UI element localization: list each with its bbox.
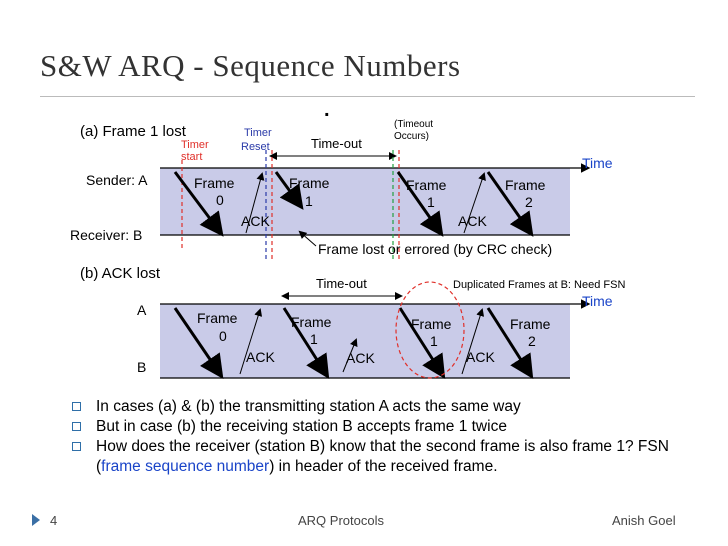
bullet-square-icon (72, 422, 81, 431)
sender-label: Sender: A (86, 172, 148, 188)
frame2-num-a: 2 (525, 194, 533, 210)
frame1-retx-label-b: Frame (411, 316, 452, 332)
frame2-label-a: Frame (505, 177, 546, 193)
ack1-label-b: ACK (466, 349, 495, 365)
frame2-num-b: 2 (528, 333, 536, 349)
timeout-label-b: Time-out (316, 276, 367, 291)
footer-title: ARQ Protocols (298, 513, 384, 528)
bullet-list (72, 397, 672, 477)
ack0-label-b: ACK (246, 349, 275, 365)
lost-note: Frame lost or errored (by CRC check) (318, 241, 553, 257)
frame1-label-b: Frame (291, 314, 332, 330)
frame1-num-b: 1 (310, 331, 318, 347)
frame1-label-a: Frame (289, 175, 330, 191)
bullet-square-icon (72, 442, 81, 451)
ack-lost-label-b: ACK (346, 350, 375, 366)
timer-start-line1: Timer (181, 139, 209, 151)
time-label-a: Time (582, 155, 613, 171)
label-a: (a) Frame 1 lost (80, 123, 186, 140)
bullet-item-1 (72, 397, 672, 417)
frame0-num-b: 0 (219, 328, 227, 344)
bullet-item-2 (72, 417, 672, 437)
frame1-retx-num-b: 1 (430, 333, 438, 349)
frame1-retx-num-a: 1 (427, 194, 435, 210)
bullet-text-3-highlight: frame sequence number (101, 458, 270, 475)
bullet-text-3-pre: How does the receiver (station B) know that the second frame is also frame 1? FSN ( (96, 438, 669, 475)
time-label-b: Time (582, 293, 613, 309)
page-title: S&W ARQ - Sequence Numbers (40, 48, 461, 83)
bullet-square-icon (72, 402, 81, 411)
bullet-item-3 (72, 437, 672, 477)
timer-reset-line1: Timer (244, 127, 272, 139)
timer-reset-line2: Reset (241, 141, 270, 153)
frame1-num-a: 1 (305, 193, 313, 209)
ack0-label-a: ACK (241, 213, 270, 229)
ack1-label-a: ACK (458, 213, 487, 229)
frame2-label-b: Frame (510, 316, 551, 332)
slide-number: 4 (50, 513, 58, 528)
frame0-label-a: Frame (194, 175, 235, 191)
timer-start-line2: start (181, 151, 203, 163)
bullet-text-2: But in case (b) the receiving station B accepts frame 1 twice (96, 418, 507, 435)
a-label-b: A (137, 302, 147, 318)
footer-author: Anish Goel (612, 513, 676, 528)
receiver-label: Receiver: B (70, 227, 143, 243)
frame0-num-a: 0 (216, 192, 224, 208)
bullet-text-3-post: ) in header of the received frame. (269, 458, 498, 475)
frame0-label-b: Frame (197, 310, 238, 326)
b-label-b: B (137, 359, 147, 375)
bullet-text-1: In cases (a) & (b) the transmitting station A acts the same way (96, 398, 521, 415)
frame1-retx-label-a: Frame (406, 177, 447, 193)
timeout-label-a: Time-out (311, 136, 362, 151)
page-dot: . (324, 99, 330, 121)
label-b: (b) ACK lost (80, 265, 161, 282)
dup-note: Duplicated Frames at B: Need FSN (453, 279, 626, 291)
slide-number-triangle-icon (32, 514, 40, 526)
timeout-occurs-line2: Occurs) (394, 131, 429, 142)
timeout-occurs-line1: (Timeout (394, 119, 434, 130)
